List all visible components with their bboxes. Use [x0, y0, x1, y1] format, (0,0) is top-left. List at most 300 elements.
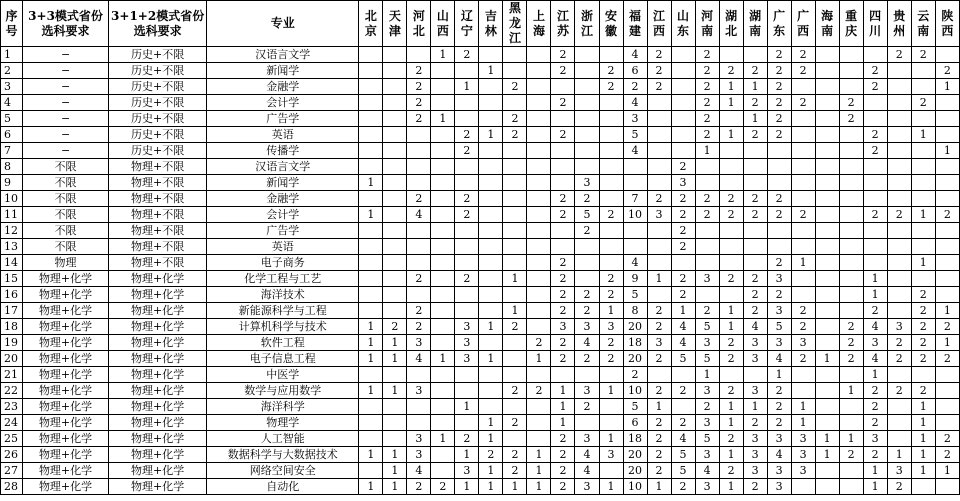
row-province-count — [767, 159, 791, 175]
row-mode-3-3: − — [23, 127, 109, 143]
row-province-count — [383, 95, 407, 111]
row-province-count: 2 — [767, 111, 791, 127]
row-province-count — [527, 127, 551, 143]
row-province-count — [791, 239, 815, 255]
row-province-count — [575, 271, 599, 287]
row-major: 新能源科学与工程 — [207, 303, 359, 319]
row-province-count: 2 — [695, 79, 719, 95]
row-mode-3-3: 物理+化学 — [23, 287, 109, 303]
row-province-count — [647, 175, 671, 191]
row-province-count: 2 — [839, 351, 863, 367]
row-province-count — [647, 287, 671, 303]
row-province-count: 3 — [695, 479, 719, 495]
row-mode-3-3: − — [23, 47, 109, 63]
row-province-count: 3 — [647, 335, 671, 351]
header-province: 陕西 — [935, 1, 959, 47]
row-province-count — [863, 239, 887, 255]
row-index: 25 — [1, 431, 23, 447]
row-major: 金融学 — [207, 79, 359, 95]
row-index: 3 — [1, 79, 23, 95]
row-province-count — [359, 255, 383, 271]
header-province: 湖北 — [719, 1, 743, 47]
row-province-count: 3 — [623, 111, 647, 127]
row-province-count — [935, 175, 959, 191]
row-province-count — [503, 399, 527, 415]
row-province-count — [623, 239, 647, 255]
row-province-count: 20 — [623, 351, 647, 367]
row-province-count: 3 — [455, 351, 479, 367]
row-province-count: 2 — [575, 287, 599, 303]
row-province-count: 2 — [743, 207, 767, 223]
row-province-count — [839, 303, 863, 319]
row-province-count — [359, 79, 383, 95]
row-province-count: 2 — [407, 479, 431, 495]
row-mode-3-1-2: 物理+不限 — [109, 159, 207, 175]
row-province-count: 5 — [623, 287, 647, 303]
row-province-count — [815, 175, 839, 191]
row-province-count — [359, 431, 383, 447]
row-province-count: 2 — [671, 207, 695, 223]
row-mode-3-1-2: 物理+化学 — [109, 415, 207, 431]
row-major: 会计学 — [207, 207, 359, 223]
row-province-count — [383, 415, 407, 431]
row-province-count: 2 — [671, 223, 695, 239]
row-province-count: 1 — [815, 431, 839, 447]
row-province-count: 2 — [839, 447, 863, 463]
row-province-count — [431, 191, 455, 207]
row-province-count: 2 — [551, 351, 575, 367]
row-province-count: 2 — [551, 47, 575, 63]
row-province-count — [671, 127, 695, 143]
row-province-count: 2 — [887, 383, 911, 399]
row-province-count: 2 — [863, 415, 887, 431]
row-province-count — [647, 223, 671, 239]
row-province-count — [431, 143, 455, 159]
row-mode-3-1-2: 物理+化学 — [109, 303, 207, 319]
row-province-count: 2 — [455, 271, 479, 287]
row-mode-3-1-2: 物理+化学 — [109, 463, 207, 479]
row-province-count: 20 — [623, 319, 647, 335]
row-province-count: 3 — [575, 383, 599, 399]
row-province-count — [767, 175, 791, 191]
row-province-count — [911, 271, 935, 287]
row-province-count: 1 — [455, 447, 479, 463]
row-province-count: 1 — [359, 447, 383, 463]
row-province-count: 2 — [671, 415, 695, 431]
row-province-count — [935, 47, 959, 63]
row-province-count: 1 — [719, 399, 743, 415]
row-province-count: 3 — [455, 335, 479, 351]
row-province-count — [383, 271, 407, 287]
row-province-count — [599, 239, 623, 255]
row-province-count: 2 — [911, 47, 935, 63]
row-province-count — [599, 415, 623, 431]
row-province-count — [839, 223, 863, 239]
row-province-count: 1 — [479, 351, 503, 367]
row-mode-3-1-2: 物理+不限 — [109, 223, 207, 239]
row-province-count — [767, 143, 791, 159]
row-province-count — [935, 271, 959, 287]
row-province-count — [887, 143, 911, 159]
row-province-count: 2 — [671, 239, 695, 255]
row-province-count: 2 — [719, 191, 743, 207]
row-mode-3-1-2: 物理+化学 — [109, 351, 207, 367]
row-major: 化学工程与工艺 — [207, 271, 359, 287]
row-province-count — [887, 399, 911, 415]
row-province-count — [815, 415, 839, 431]
row-province-count: 3 — [575, 431, 599, 447]
row-index: 20 — [1, 351, 23, 367]
row-province-count — [431, 271, 455, 287]
row-province-count: 5 — [695, 431, 719, 447]
row-province-count — [671, 63, 695, 79]
row-mode-3-3: − — [23, 111, 109, 127]
header-mode-3-3: 3+3模式省份选科要求 — [23, 1, 109, 47]
row-province-count — [839, 159, 863, 175]
row-province-count — [575, 143, 599, 159]
row-province-count — [791, 111, 815, 127]
row-province-count: 2 — [503, 463, 527, 479]
row-province-count: 2 — [839, 111, 863, 127]
row-province-count — [479, 287, 503, 303]
row-index: 6 — [1, 127, 23, 143]
row-province-count — [527, 111, 551, 127]
row-province-count: 3 — [575, 175, 599, 191]
row-province-count: 1 — [455, 79, 479, 95]
row-province-count: 2 — [503, 319, 527, 335]
row-province-count: 4 — [695, 463, 719, 479]
row-province-count — [695, 223, 719, 239]
row-province-count — [479, 239, 503, 255]
row-province-count — [431, 127, 455, 143]
row-province-count — [815, 399, 839, 415]
row-province-count — [647, 127, 671, 143]
row-province-count — [887, 287, 911, 303]
row-province-count: 2 — [455, 143, 479, 159]
row-province-count: 3 — [767, 431, 791, 447]
row-province-count: 2 — [743, 63, 767, 79]
row-province-count: 1 — [695, 143, 719, 159]
row-province-count — [623, 223, 647, 239]
table-body — [1, 47, 960, 495]
row-province-count — [599, 95, 623, 111]
row-province-count — [527, 79, 551, 95]
row-province-count: 1 — [815, 351, 839, 367]
row-province-count: 1 — [719, 479, 743, 495]
row-province-count: 2 — [911, 287, 935, 303]
row-province-count — [407, 127, 431, 143]
row-province-count: 3 — [767, 271, 791, 287]
row-province-count — [383, 63, 407, 79]
row-province-count: 7 — [623, 191, 647, 207]
row-province-count — [551, 111, 575, 127]
table-row — [1, 479, 960, 495]
row-province-count — [887, 79, 911, 95]
row-province-count: 4 — [671, 319, 695, 335]
row-province-count — [887, 63, 911, 79]
row-province-count — [479, 111, 503, 127]
row-province-count: 1 — [503, 303, 527, 319]
row-province-count: 2 — [407, 79, 431, 95]
row-province-count — [911, 159, 935, 175]
row-province-count — [671, 47, 695, 63]
row-province-count: 2 — [863, 143, 887, 159]
row-province-count — [839, 207, 863, 223]
row-major: 金融学 — [207, 191, 359, 207]
row-mode-3-3: − — [23, 143, 109, 159]
row-province-count: 2 — [767, 287, 791, 303]
row-province-count: 3 — [887, 463, 911, 479]
row-province-count — [911, 479, 935, 495]
row-mode-3-3: 物理+化学 — [23, 319, 109, 335]
row-province-count: 4 — [767, 351, 791, 367]
row-province-count: 4 — [863, 319, 887, 335]
row-province-count: 2 — [647, 351, 671, 367]
row-mode-3-1-2: 历史+不限 — [109, 127, 207, 143]
row-mode-3-1-2: 历史+不限 — [109, 143, 207, 159]
row-province-count: 5 — [575, 207, 599, 223]
row-province-count — [719, 159, 743, 175]
row-province-count: 1 — [743, 79, 767, 95]
row-province-count — [839, 79, 863, 95]
row-province-count: 1 — [719, 79, 743, 95]
row-province-count: 2 — [911, 303, 935, 319]
row-province-count: 2 — [911, 351, 935, 367]
header-province: 山东 — [671, 1, 695, 47]
row-province-count — [863, 159, 887, 175]
row-province-count: 2 — [671, 191, 695, 207]
row-province-count: 2 — [791, 95, 815, 111]
row-province-count: 1 — [479, 127, 503, 143]
table-row — [1, 319, 960, 335]
row-province-count — [839, 271, 863, 287]
header-province: 云南 — [911, 1, 935, 47]
row-province-count — [791, 367, 815, 383]
row-province-count — [359, 239, 383, 255]
row-province-count — [719, 255, 743, 271]
row-province-count — [647, 159, 671, 175]
row-province-count — [551, 79, 575, 95]
row-province-count: 1 — [815, 447, 839, 463]
row-province-count — [623, 175, 647, 191]
row-province-count: 1 — [767, 367, 791, 383]
row-province-count: 3 — [455, 319, 479, 335]
row-mode-3-3: 物理+化学 — [23, 335, 109, 351]
row-province-count — [503, 175, 527, 191]
row-major: 海洋技术 — [207, 287, 359, 303]
row-major: 广告学 — [207, 111, 359, 127]
row-province-count — [935, 95, 959, 111]
table-row — [1, 303, 960, 319]
header-province: 福建 — [623, 1, 647, 47]
row-province-count: 2 — [695, 47, 719, 63]
row-province-count: 2 — [743, 287, 767, 303]
row-province-count — [455, 383, 479, 399]
row-province-count — [455, 367, 479, 383]
row-province-count — [815, 319, 839, 335]
row-province-count — [935, 127, 959, 143]
row-province-count: 2 — [719, 207, 743, 223]
row-province-count — [671, 111, 695, 127]
row-province-count: 5 — [695, 319, 719, 335]
row-mode-3-3: − — [23, 63, 109, 79]
row-province-count — [887, 431, 911, 447]
row-province-count: 1 — [719, 95, 743, 111]
row-province-count: 1 — [455, 479, 479, 495]
row-major: 英语 — [207, 127, 359, 143]
row-province-count: 4 — [743, 319, 767, 335]
row-province-count — [815, 287, 839, 303]
row-province-count: 2 — [503, 415, 527, 431]
row-province-count: 4 — [575, 463, 599, 479]
row-province-count — [911, 111, 935, 127]
row-province-count: 2 — [863, 127, 887, 143]
header-province: 浙江 — [575, 1, 599, 47]
row-province-count — [431, 399, 455, 415]
row-index: 10 — [1, 191, 23, 207]
row-province-count — [815, 191, 839, 207]
row-province-count — [407, 159, 431, 175]
row-province-count: 1 — [935, 143, 959, 159]
row-province-count: 2 — [575, 223, 599, 239]
row-province-count — [527, 223, 551, 239]
row-province-count — [839, 367, 863, 383]
row-province-count: 3 — [863, 335, 887, 351]
row-province-count — [599, 367, 623, 383]
row-province-count: 2 — [863, 399, 887, 415]
row-province-count — [791, 159, 815, 175]
row-province-count — [479, 271, 503, 287]
row-province-count: 2 — [575, 303, 599, 319]
row-province-count: 2 — [791, 303, 815, 319]
header-province: 黑龙江 — [503, 1, 527, 47]
table-row — [1, 239, 960, 255]
row-province-count — [911, 367, 935, 383]
row-province-count: 2 — [431, 479, 455, 495]
row-province-count: 2 — [839, 319, 863, 335]
row-province-count — [839, 255, 863, 271]
row-province-count — [575, 367, 599, 383]
table-row — [1, 255, 960, 271]
row-province-count: 5 — [623, 399, 647, 415]
row-province-count: 2 — [695, 63, 719, 79]
row-province-count: 1 — [911, 463, 935, 479]
row-province-count — [647, 95, 671, 111]
row-province-count — [695, 287, 719, 303]
row-province-count — [383, 239, 407, 255]
row-province-count: 2 — [551, 463, 575, 479]
row-province-count: 1 — [479, 319, 503, 335]
row-province-count: 2 — [719, 271, 743, 287]
row-province-count — [911, 175, 935, 191]
row-province-count: 2 — [695, 399, 719, 415]
row-province-count: 2 — [671, 159, 695, 175]
row-mode-3-1-2: 物理+化学 — [109, 447, 207, 463]
row-province-count — [767, 239, 791, 255]
row-major: 中医学 — [207, 367, 359, 383]
row-province-count: 2 — [719, 431, 743, 447]
row-mode-3-3: 物理+化学 — [23, 415, 109, 431]
row-province-count: 2 — [767, 127, 791, 143]
row-province-count — [815, 383, 839, 399]
header-province: 广东 — [767, 1, 791, 47]
row-province-count — [431, 447, 455, 463]
row-province-count: 3 — [767, 479, 791, 495]
header-province: 江西 — [647, 1, 671, 47]
row-province-count: 2 — [791, 47, 815, 63]
row-province-count: 2 — [647, 303, 671, 319]
row-province-count — [815, 463, 839, 479]
row-province-count — [743, 159, 767, 175]
row-mode-3-3: 不限 — [23, 207, 109, 223]
row-province-count — [407, 239, 431, 255]
row-province-count: 2 — [719, 351, 743, 367]
row-province-count — [575, 79, 599, 95]
row-province-count: 1 — [527, 463, 551, 479]
row-province-count — [431, 319, 455, 335]
row-province-count — [479, 303, 503, 319]
row-province-count — [383, 431, 407, 447]
row-province-count: 3 — [575, 319, 599, 335]
row-province-count: 5 — [671, 447, 695, 463]
row-province-count: 2 — [887, 207, 911, 223]
row-province-count: 1 — [359, 207, 383, 223]
row-province-count — [359, 111, 383, 127]
row-index: 24 — [1, 415, 23, 431]
row-mode-3-3: 物理+化学 — [23, 367, 109, 383]
row-province-count: 2 — [839, 335, 863, 351]
row-province-count: 1 — [359, 351, 383, 367]
row-province-count: 6 — [623, 63, 647, 79]
row-province-count — [935, 111, 959, 127]
row-province-count — [623, 159, 647, 175]
row-province-count: 1 — [911, 255, 935, 271]
row-index: 2 — [1, 63, 23, 79]
row-province-count: 2 — [767, 63, 791, 79]
row-province-count: 2 — [671, 271, 695, 287]
row-province-count: 2 — [839, 95, 863, 111]
row-province-count: 2 — [671, 479, 695, 495]
row-province-count — [887, 239, 911, 255]
row-major: 数据科学与大数据技术 — [207, 447, 359, 463]
row-province-count — [791, 191, 815, 207]
row-province-count — [431, 383, 455, 399]
row-province-count: 2 — [503, 447, 527, 463]
row-province-count: 20 — [623, 463, 647, 479]
row-province-count: 1 — [791, 255, 815, 271]
row-province-count: 2 — [767, 47, 791, 63]
row-province-count: 2 — [887, 47, 911, 63]
row-province-count: 2 — [911, 95, 935, 111]
row-province-count: 2 — [479, 447, 503, 463]
row-province-count — [695, 159, 719, 175]
row-province-count — [503, 255, 527, 271]
row-province-count — [359, 287, 383, 303]
table-row — [1, 175, 960, 191]
row-province-count — [743, 239, 767, 255]
row-province-count: 2 — [623, 367, 647, 383]
row-province-count: 2 — [455, 127, 479, 143]
row-province-count: 2 — [863, 447, 887, 463]
row-province-count: 3 — [791, 431, 815, 447]
row-province-count: 3 — [551, 319, 575, 335]
row-province-count — [599, 463, 623, 479]
row-province-count: 3 — [695, 335, 719, 351]
header-province: 湖南 — [743, 1, 767, 47]
row-province-count: 2 — [863, 207, 887, 223]
row-province-count — [863, 191, 887, 207]
row-province-count: 2 — [911, 319, 935, 335]
